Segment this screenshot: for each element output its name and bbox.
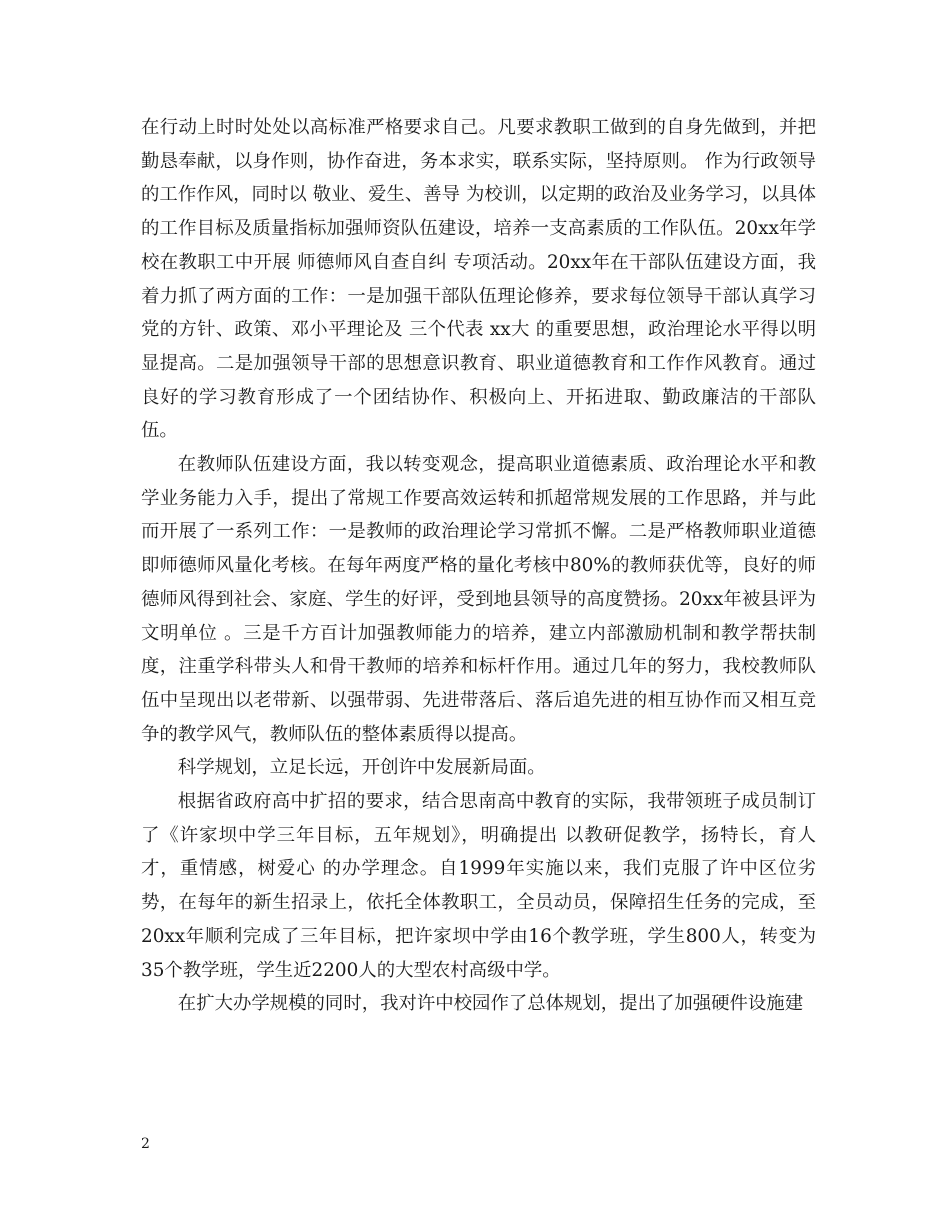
paragraph-campus: 在扩大办学规模的同时，我对许中校园作了总体规划，提出了加强硬件设施建 (177, 993, 804, 1015)
page-number: 2 (141, 1136, 150, 1152)
paragraph-continuation: 在行动上时时处处以高标准严格要求自己。凡要求教职工做到的自身先做到，并把勤恳奉献，以身作则，协作奋进，务本求实，联系实际，坚持原则。 作为行政领导的工作作风，同时以 敬业、爱生、善导 为校训，以定期的政治及业务学习，以具体的工作目标及质量指标加强师资队伍建设，培养一支高素质的工作队伍。20xx年学校在教职工中开展 师德师风自查自纠 专项活动。20xx年在干部队伍建设方面，我着力抓了两方面的工作：一是加强干部队伍理论修养，要求每位领导干部认真学习党的方针、政策、邓小平理论及 三个代表 xx大 的重要思想，政治理论水平得以明显提高。二是加强领导干部的思想意识教育、职业道德教育和工作作风教育。通过良好的学习教育形成了一个团结协作、积极向上、开拓进取、勤政廉洁的干部队伍。 (141, 117, 816, 442)
document-body (141, 111, 816, 1021)
paragraph-teacher-team: 在教师队伍建设方面，我以转变观念，提高职业道德素质、政治理论水平和教学业务能力入手，提出了常规工作要高效运转和抓超常规发展的工作思路，并与此而开展了一系列工作：一是教师的政治理论学习常抓不懈。二是严格教师职业道德即师德师风量化考核。在每年两度严格的量化考核中80%的教师获优等，良好的师德师风得到社会、家庭、学生的好评，受到地县领导的高度赞扬。20xx年被县评为 文明单位 。三是千方百计加强教师能力的培养，建立内部激励机制和教学帮扶制度，注重学科带头人和骨干教师的培养和标杆作用。通过几年的努力，我校教师队伍中呈现出以老带新、以强带弱、先进带落后、落后追先进的相互协作而又相互竞争的教学风气，教师队伍的整体素质得以提高。 (141, 454, 816, 745)
paragraph-section-heading: 科学规划，立足长远，开创许中发展新局面。 (177, 757, 546, 779)
paragraph-planning: 根据省政府高中扩招的要求，结合思南高中教育的实际，我带领班子成员制订了《许家坝中学三年目标，五年规划》，明确提出 以教研促教学，扬特长，育人才，重情感，树爱心 的办学理念。自1999年实施以来，我们克服了许中区位劣势，在每年的新生招录上，依托全体教职工，全员动员，保障招生任务的完成，至20xx年顺利完成了三年目标，把许家坝中学由16个教学班，学生800人，转变为35个教学班，学生近2200人的大型农村高级中学。 (141, 791, 816, 981)
